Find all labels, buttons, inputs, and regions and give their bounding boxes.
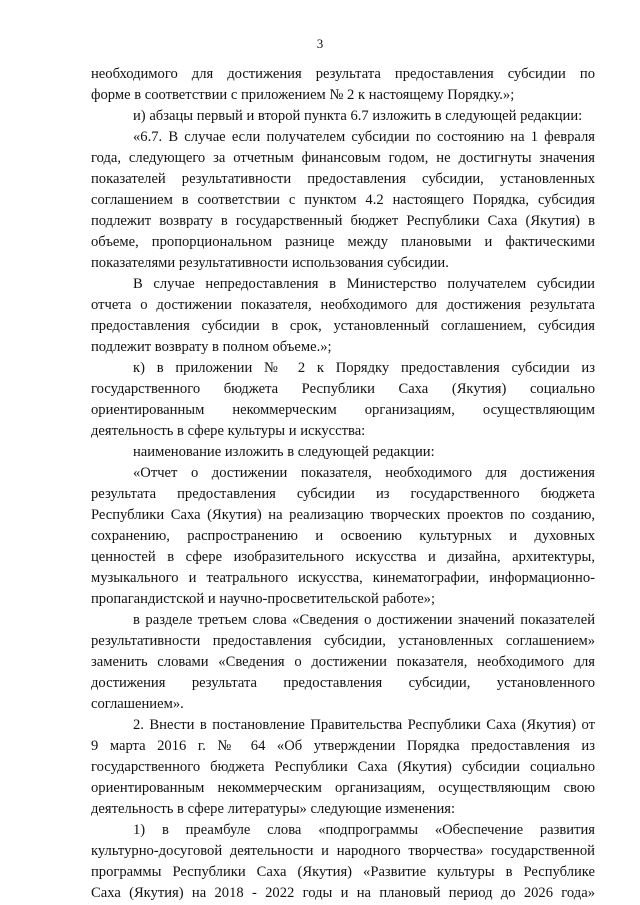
text-line: показателями результативности использования субсидии. bbox=[91, 255, 449, 271]
text-line: Саха (Якутия) на 2018 - 2022 годы и на плановый период до 2026 года» bbox=[91, 885, 595, 901]
text-line: деятельность в сфере культуры и искусства: bbox=[91, 423, 366, 439]
text-line: заменить словами «Сведения о достижении показателя, необходимого для bbox=[91, 654, 595, 670]
text-line: программы Республики Саха (Якутия) «Развитие культуры в Республике bbox=[91, 864, 595, 880]
text-line: и) абзацы первый и второй пункта 6.7 изложить в следующей редакции: bbox=[133, 108, 583, 124]
text-line: предоставления субсидии в срок, установленный соглашением, субсидия bbox=[91, 318, 595, 334]
text-line: подлежит возврату в полном объеме.»; bbox=[91, 339, 332, 355]
text-line: ориентированным некоммерческим организациям, осуществляющим bbox=[91, 402, 595, 418]
text-line: В случае непредоставления в Министерство получателем субсидии bbox=[133, 276, 595, 292]
document-body bbox=[91, 64, 595, 904]
text-line: достижения результата предоставления субсидии, установленного bbox=[91, 675, 595, 691]
text-line: «Отчет о достижении показателя, необходимого для достижения bbox=[133, 465, 595, 481]
text-line: деятельность в сфере литературы» следующие изменения: bbox=[91, 801, 456, 817]
text-line: сохранению, распространению и освоению культурных и духовных bbox=[91, 528, 595, 544]
text-line: показателей результативности предоставления субсидии, установленных bbox=[91, 171, 595, 187]
text-line: к) в приложении № 2 к Порядку предоставления субсидии из bbox=[133, 360, 595, 376]
text-line: Республики Саха (Якутия) на реализацию творческих проектов по созданию, bbox=[91, 507, 595, 523]
text-line: года, следующего за отчетным финансовым годом, не достигнуты значения bbox=[91, 150, 595, 166]
text-line: соглашением». bbox=[91, 696, 184, 712]
text-line: 1) в преамбуле слова «подпрограммы «Обеспечение развития bbox=[133, 822, 595, 838]
text-line: культурно-досуговой деятельности и народного творчества» государственной bbox=[91, 843, 595, 859]
text-line: «6.7. В случае если получателем субсидии по состоянию на 1 февраля bbox=[133, 129, 595, 145]
text-line: объеме, пропорциональном разнице между плановыми и фактическими bbox=[91, 234, 595, 250]
text-line: музыкального и театрального искусства, кинематографии, информационно- bbox=[91, 570, 595, 586]
page-number: 3 bbox=[316, 36, 324, 51]
text-line: ориентированным некоммерческим организациям, осуществляющим свою bbox=[91, 780, 595, 796]
text-line: пропагандистской и научно-просветительской работе»; bbox=[91, 591, 436, 607]
text-line: ценностей в сфере изобразительного искусства и дизайна, архитектуры, bbox=[91, 549, 595, 565]
text-line: результативности предоставления субсидии, установленных соглашением» bbox=[91, 633, 595, 649]
text-line: 9 марта 2016 г. № 64 «Об утверждении Порядка предоставления из bbox=[91, 738, 595, 754]
text-line: необходимого для достижения результата предоставления субсидии по bbox=[91, 66, 595, 82]
text-line: в разделе третьем слова «Сведения о достижении значений показателей bbox=[133, 612, 595, 628]
text-line: подлежит возврату в государственный бюджет Республики Саха (Якутия) в bbox=[91, 213, 595, 229]
text-line: 2. Внести в постановление Правительства Республики Саха (Якутия) от bbox=[133, 717, 595, 733]
text-line: отчета о достижении показателя, необходимого для достижения результата bbox=[91, 297, 595, 313]
text-line: государственного бюджета Республики Саха (Якутия) субсидии социально bbox=[91, 759, 595, 775]
text-line: государственного бюджета Республики Саха (Якутия) социально bbox=[91, 381, 595, 397]
text-line: форме в соответствии с приложением № 2 к настоящему Порядку.»; bbox=[91, 87, 515, 103]
text-line: результата предоставления субсидии из государственного бюджета bbox=[91, 486, 595, 502]
text-line: соглашением в соответствии с пунктом 4.2 настоящего Порядка, субсидия bbox=[91, 192, 595, 208]
text-line: наименование изложить в следующей редакции: bbox=[133, 444, 435, 460]
